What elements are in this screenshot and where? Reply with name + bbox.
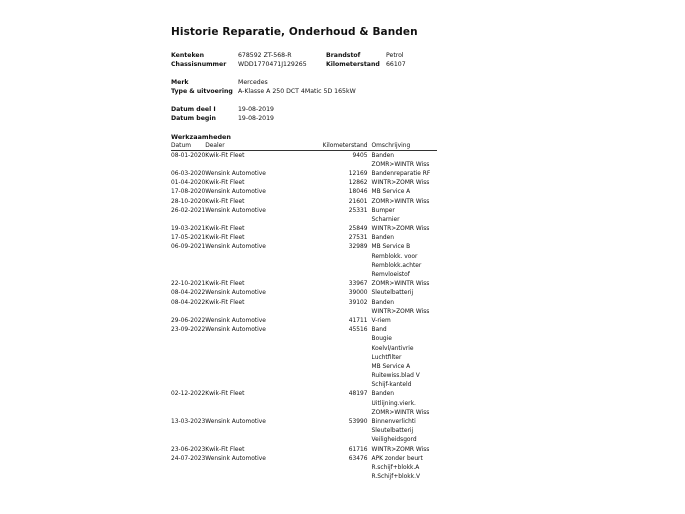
cell-desc: Schijf-kanteld xyxy=(371,382,412,389)
cell-km: 9405 xyxy=(352,152,368,159)
info-row-chassis xyxy=(171,60,531,69)
cell-desc: Bougie xyxy=(371,336,392,343)
cell-desc: Remblokk.achter xyxy=(371,262,422,269)
cell-date xyxy=(171,463,205,472)
cell-km: 53990 xyxy=(348,419,368,426)
report-page xyxy=(171,26,531,482)
cell-km: 39000 xyxy=(348,290,368,297)
table-row xyxy=(171,335,437,344)
chassis-value: WDD1770471J129265 xyxy=(238,61,307,68)
kenteken-value: 678592 ZT-568-R xyxy=(238,52,292,59)
cell-date: 06-03-2020 xyxy=(171,170,206,177)
cell-dealer: Wensink Automotive xyxy=(205,455,266,462)
cell-dealer xyxy=(205,362,322,371)
cell-dealer: Kwik-Fit Fleet xyxy=(205,446,245,453)
table-row xyxy=(171,390,437,399)
col-datum: Datum xyxy=(171,142,205,151)
cell-km: 27531 xyxy=(348,235,368,242)
col-omschrijving: Omschrijving xyxy=(372,142,437,151)
cell-desc: WINTR>ZOMR Wiss xyxy=(371,446,430,453)
table-row xyxy=(171,225,437,234)
cell-km xyxy=(323,362,372,371)
cell-dealer xyxy=(205,215,322,224)
cell-date xyxy=(171,261,205,270)
table-row xyxy=(171,160,437,169)
datum-begin-label: Datum begin xyxy=(171,115,216,122)
cell-desc: Banden xyxy=(371,152,395,159)
km-value: 66107 xyxy=(386,61,406,68)
vehicle-info xyxy=(171,51,531,123)
cell-desc: Uitlijning.vierk. xyxy=(371,400,416,407)
table-row xyxy=(171,188,437,197)
info-row-type xyxy=(171,87,531,96)
table-row xyxy=(171,215,437,224)
cell-dealer xyxy=(205,344,322,353)
info-row-datum-deel1 xyxy=(171,105,531,114)
cell-dealer xyxy=(205,399,322,408)
cell-dealer xyxy=(205,252,322,261)
table-row xyxy=(171,298,437,307)
cell-desc: Sleutelbatterij xyxy=(371,290,414,297)
cell-dealer: Kwik-Fit Fleet xyxy=(205,226,245,233)
cell-km: 32989 xyxy=(348,244,368,251)
cell-km: 45516 xyxy=(348,327,368,334)
cell-dealer: Kwik-Fit Fleet xyxy=(205,235,245,242)
info-row-datum-begin xyxy=(171,114,531,123)
cell-dealer: Wensink Automotive xyxy=(205,419,266,426)
cell-desc: WINTR>ZOMR Wiss xyxy=(371,226,430,233)
cell-dealer xyxy=(205,427,322,436)
table-row xyxy=(171,326,437,335)
cell-km: 63476 xyxy=(348,455,368,462)
cell-desc: R.Schijf+blokk.V xyxy=(371,474,421,481)
cell-desc: ZOMR>WINTR Wiss xyxy=(371,161,430,168)
table-row xyxy=(171,399,437,408)
cell-date xyxy=(171,270,205,279)
werkzaamheden-table xyxy=(171,142,437,482)
cell-date: 17-05-2021 xyxy=(171,235,206,242)
cell-desc: Banden xyxy=(371,391,395,398)
table-row xyxy=(171,252,437,261)
table-row xyxy=(171,417,437,426)
cell-date xyxy=(171,473,205,482)
cell-date xyxy=(171,335,205,344)
cell-km: 61716 xyxy=(348,446,368,453)
cell-desc: Luchtfilter xyxy=(371,354,402,361)
cell-date: 26-02-2021 xyxy=(171,207,206,214)
table-row xyxy=(171,234,437,243)
cell-dealer: Wensink Automotive xyxy=(205,244,266,251)
cell-desc: ZOMR>WINTR Wiss xyxy=(371,198,430,205)
cell-km: 12169 xyxy=(348,170,368,177)
cell-date xyxy=(171,436,205,445)
cell-km xyxy=(323,463,372,472)
datum-deel1-label: Datum deel I xyxy=(171,106,216,113)
type-value: A-Klasse A 250 DCT 4Matic 5D 165kW xyxy=(238,88,356,95)
merk-label: Merk xyxy=(171,79,189,86)
cell-desc: Koelvl/antivrie xyxy=(371,345,414,352)
cell-km xyxy=(323,399,372,408)
cell-desc: Ruitewiss.blad V xyxy=(371,373,420,380)
table-row xyxy=(171,169,437,178)
cell-date: 22-10-2021 xyxy=(171,281,206,288)
table-row xyxy=(171,197,437,206)
cell-desc: Band xyxy=(371,327,387,334)
cell-desc: Binnenverlichti xyxy=(371,419,416,426)
cell-dealer xyxy=(205,381,322,390)
table-row xyxy=(171,280,437,289)
cell-dealer xyxy=(205,270,322,279)
merk-value: Mercedes xyxy=(238,79,268,86)
cell-date: 23-09-2022 xyxy=(171,327,206,334)
cell-km xyxy=(323,381,372,390)
cell-km: 25849 xyxy=(348,226,368,233)
table-row xyxy=(171,243,437,252)
cell-km xyxy=(323,335,372,344)
cell-desc: WINTR>ZOMR Wiss xyxy=(371,180,430,187)
cell-dealer: Kwik-Fit Fleet xyxy=(205,281,245,288)
cell-km xyxy=(323,408,372,417)
info-row-kenteken xyxy=(171,51,531,60)
kenteken-label: Kenteken xyxy=(171,52,204,59)
cell-km xyxy=(323,427,372,436)
cell-date xyxy=(171,353,205,362)
info-row-merk xyxy=(171,78,531,87)
cell-dealer xyxy=(205,353,322,362)
cell-date: 19-03-2021 xyxy=(171,226,206,233)
table-row xyxy=(171,316,437,325)
werkzaamheden-heading: Werkzaamheden xyxy=(171,133,231,141)
chassis-label: Chassisnummer xyxy=(171,61,227,68)
cell-desc: Sleutelbatterij xyxy=(371,428,414,435)
cell-dealer xyxy=(205,372,322,381)
table-row xyxy=(171,179,437,188)
cell-date: 02-12-2022 xyxy=(171,391,206,398)
table-row xyxy=(171,270,437,279)
cell-date: 08-01-2020 xyxy=(171,152,206,159)
col-kilometerstand: Kilometerstand xyxy=(323,142,372,151)
cell-desc: V-riem xyxy=(371,317,391,324)
table-row xyxy=(171,353,437,362)
cell-desc: R.schijf+blokk.A xyxy=(371,464,420,471)
table-row xyxy=(171,362,437,371)
cell-desc: Banden xyxy=(371,235,395,242)
cell-date xyxy=(171,160,205,169)
cell-dealer: Kwik-Fit Fleet xyxy=(205,152,245,159)
table-row xyxy=(171,445,437,454)
cell-dealer xyxy=(205,408,322,417)
col-dealer: Dealer xyxy=(205,142,322,151)
cell-km xyxy=(323,344,372,353)
cell-desc: WINTR>ZOMR Wiss xyxy=(371,308,430,315)
table-row xyxy=(171,473,437,482)
cell-date xyxy=(171,344,205,353)
cell-dealer xyxy=(205,463,322,472)
km-label: Kilometerstand xyxy=(326,61,380,68)
cell-km xyxy=(323,307,372,316)
cell-date: 28-10-2020 xyxy=(171,198,206,205)
cell-dealer xyxy=(205,307,322,316)
cell-date xyxy=(171,307,205,316)
cell-dealer xyxy=(205,160,322,169)
table-row xyxy=(171,427,437,436)
cell-desc: Veiligheidsgord xyxy=(371,437,417,444)
cell-km: 18046 xyxy=(348,189,368,196)
cell-dealer: Wensink Automotive xyxy=(205,317,266,324)
cell-km xyxy=(323,160,372,169)
table-row xyxy=(171,463,437,472)
cell-dealer xyxy=(205,261,322,270)
cell-date xyxy=(171,381,205,390)
cell-date xyxy=(171,408,205,417)
cell-dealer: Wensink Automotive xyxy=(205,170,266,177)
table-row xyxy=(171,289,437,298)
table-row xyxy=(171,206,437,215)
cell-desc: Banden xyxy=(371,299,395,306)
cell-desc: ZOMR>WINTR Wiss xyxy=(371,281,430,288)
cell-desc: Remblokk. voor xyxy=(371,253,418,260)
cell-desc: MB Service A xyxy=(371,189,411,196)
cell-dealer: Wensink Automotive xyxy=(205,327,266,334)
cell-km: 48197 xyxy=(348,391,368,398)
cell-date xyxy=(171,399,205,408)
cell-date: 24-07-2023 xyxy=(171,455,206,462)
cell-dealer: Kwik-Fit Fleet xyxy=(205,198,245,205)
table-header-row xyxy=(171,142,437,151)
cell-dealer xyxy=(205,473,322,482)
cell-dealer: Kwik-Fit Fleet xyxy=(205,299,245,306)
cell-date xyxy=(171,215,205,224)
table-row xyxy=(171,261,437,270)
cell-dealer: Kwik-Fit Fleet xyxy=(205,180,245,187)
cell-km xyxy=(323,436,372,445)
table-row xyxy=(171,344,437,353)
cell-km xyxy=(323,215,372,224)
cell-km: 39102 xyxy=(348,299,368,306)
cell-dealer: Wensink Automotive xyxy=(205,290,266,297)
cell-date: 08-04-2022 xyxy=(171,290,206,297)
cell-date xyxy=(171,372,205,381)
cell-date: 13-03-2023 xyxy=(171,419,206,426)
cell-km: 25331 xyxy=(348,207,368,214)
cell-desc: MB Service A xyxy=(371,363,411,370)
datum-deel1-value: 19-08-2019 xyxy=(238,106,274,113)
cell-desc: Bumper xyxy=(371,207,395,214)
cell-date: 01-04-2020 xyxy=(171,180,206,187)
report-title: Historie Reparatie, Onderhoud & Banden xyxy=(171,26,418,38)
cell-dealer: Wensink Automotive xyxy=(205,189,266,196)
table-row xyxy=(171,436,437,445)
table-row xyxy=(171,454,437,463)
cell-km: 33967 xyxy=(348,281,368,288)
cell-km xyxy=(323,473,372,482)
cell-date xyxy=(171,362,205,371)
cell-date: 29-06-2022 xyxy=(171,317,206,324)
cell-km xyxy=(323,372,372,381)
table-row xyxy=(171,151,437,161)
cell-dealer: Kwik-Fit Fleet xyxy=(205,391,245,398)
cell-desc: ZOMR>WINTR Wiss xyxy=(371,409,430,416)
table-row xyxy=(171,372,437,381)
brandstof-value: Petrol xyxy=(386,52,404,59)
cell-date xyxy=(171,252,205,261)
cell-km xyxy=(323,353,372,362)
type-label: Type & uitvoering xyxy=(171,88,233,95)
cell-desc: APK zonder beurt xyxy=(371,455,423,462)
cell-date: 23-06-2023 xyxy=(171,446,206,453)
cell-date xyxy=(171,427,205,436)
table-row xyxy=(171,408,437,417)
table-row xyxy=(171,307,437,316)
cell-km: 41711 xyxy=(348,317,368,324)
cell-dealer xyxy=(205,335,322,344)
cell-date: 06-09-2021 xyxy=(171,244,206,251)
cell-km: 12862 xyxy=(348,180,368,187)
cell-km: 21601 xyxy=(348,198,368,205)
datum-begin-value: 19-08-2019 xyxy=(238,115,274,122)
cell-dealer: Wensink Automotive xyxy=(205,207,266,214)
cell-date: 08-04-2022 xyxy=(171,299,206,306)
cell-date: 17-08-2020 xyxy=(171,189,206,196)
cell-desc: Remvloeistof xyxy=(371,272,410,279)
cell-km xyxy=(323,261,372,270)
cell-desc: MB Service B xyxy=(371,244,411,251)
cell-km xyxy=(323,270,372,279)
brandstof-label: Brandstof xyxy=(326,52,361,59)
cell-desc: Scharnier xyxy=(371,216,400,223)
cell-desc: Bandenreparatie RF xyxy=(371,170,431,177)
cell-dealer xyxy=(205,436,322,445)
table-row xyxy=(171,381,437,390)
cell-km xyxy=(323,252,372,261)
